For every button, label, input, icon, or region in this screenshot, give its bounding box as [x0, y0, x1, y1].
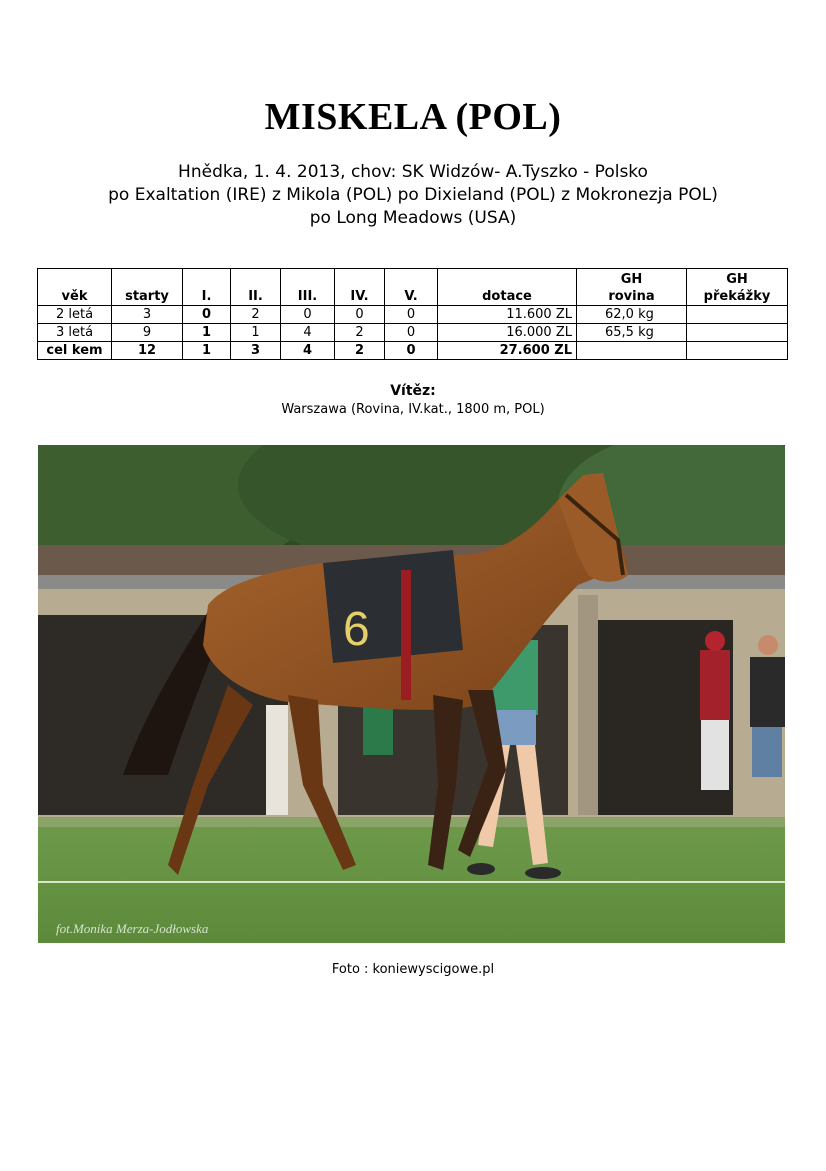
cell-age: 3 letá: [38, 324, 112, 342]
pedigree-line: po Exaltation (IRE) z Mikola (POL) po Dixieland (POL) z Mokronezja POL): [108, 185, 718, 205]
horse-name-title: MISKELA (POL): [264, 96, 562, 138]
horse-photo-illustration: [38, 445, 785, 943]
cell-gh-flat: [577, 342, 687, 360]
column-header-starts: starty: [112, 269, 183, 306]
cell-fifth: 0: [385, 342, 438, 360]
table-header-row: [38, 269, 788, 306]
winner-race-text: Warszawa (Rovina, IV.kat., 1800 m, POL): [281, 402, 545, 417]
column-header-gh-flat: GH rovina: [577, 269, 687, 306]
table-row: [38, 324, 788, 342]
cell-starts: 12: [112, 342, 183, 360]
cell-fifth: 0: [385, 324, 438, 342]
cell-gh-flat: 62,0 kg: [577, 306, 687, 324]
column-header-fourth: IV.: [335, 269, 385, 306]
column-header-fifth: V.: [385, 269, 438, 306]
cell-fifth: 0: [385, 306, 438, 324]
cell-fourth: 0: [335, 306, 385, 324]
cell-third: 0: [281, 306, 335, 324]
photo-caption: Foto : koniewyscigowe.pl: [331, 962, 495, 977]
column-header-first: I.: [183, 269, 231, 306]
cell-second: 1: [231, 324, 281, 342]
horse-photo: [38, 445, 785, 943]
photo-watermark: fot.Monika Merza-Jodłowska: [56, 921, 209, 936]
cell-prize: 11.600 ZL: [438, 306, 577, 324]
cell-fourth: 2: [335, 342, 385, 360]
column-header-age: věk: [38, 269, 112, 306]
column-header-gh-jumps: GH překážky: [687, 269, 788, 306]
column-header-third: III.: [281, 269, 335, 306]
cell-prize: 16.000 ZL: [438, 324, 577, 342]
horse-details-line: Hnědka, 1. 4. 2013, chov: SK Widzów- A.Tyszko - Polsko: [178, 162, 648, 182]
cell-third: 4: [281, 342, 335, 360]
table-total-row: [38, 342, 788, 360]
cell-first: 1: [183, 342, 231, 360]
cell-third: 4: [281, 324, 335, 342]
cell-age: 2 letá: [38, 306, 112, 324]
cell-fourth: 2: [335, 324, 385, 342]
table-row: [38, 306, 788, 324]
race-statistics-table: [37, 268, 788, 360]
cell-gh-jumps: [687, 342, 788, 360]
column-header-prize: dotace: [438, 269, 577, 306]
winner-label: Vítěz:: [390, 383, 436, 399]
cell-starts: 3: [112, 306, 183, 324]
column-header-second: II.: [231, 269, 281, 306]
cell-first: 1: [183, 324, 231, 342]
saddle-number: 6: [343, 603, 370, 656]
cell-starts: 9: [112, 324, 183, 342]
cell-gh-jumps: [687, 324, 788, 342]
cell-gh-flat: 65,5 kg: [577, 324, 687, 342]
pedigree-line-2: po Long Meadows (USA): [309, 208, 517, 228]
cell-prize: 27.600 ZL: [438, 342, 577, 360]
cell-second: 3: [231, 342, 281, 360]
cell-second: 2: [231, 306, 281, 324]
cell-gh-jumps: [687, 306, 788, 324]
cell-age: cel kem: [38, 342, 112, 360]
cell-first: 0: [183, 306, 231, 324]
